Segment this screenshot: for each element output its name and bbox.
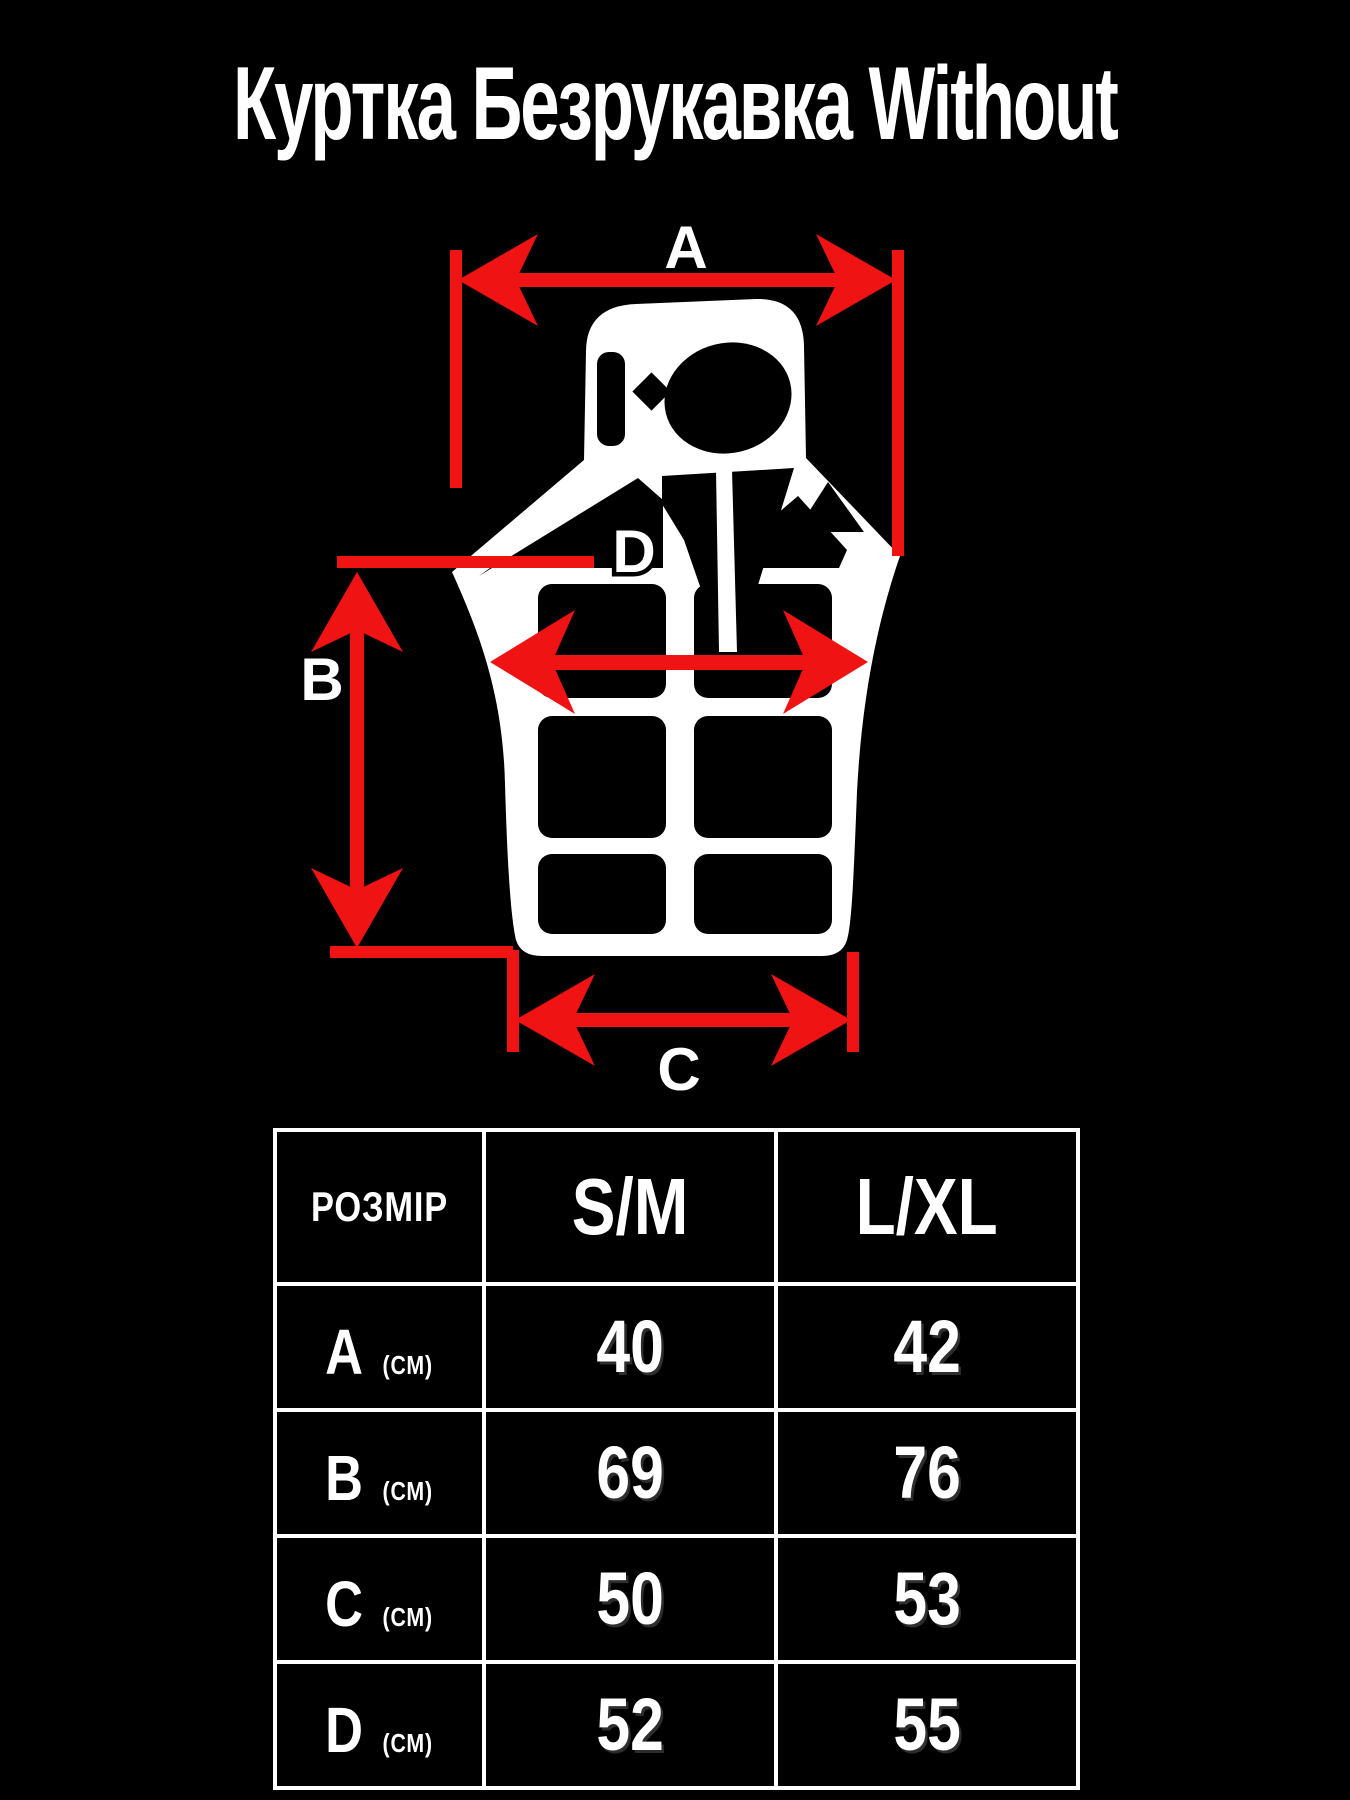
quilt-cell: [538, 854, 666, 934]
cell-c-lxl: 53: [778, 1538, 1076, 1660]
dimension-tick: [330, 946, 513, 958]
dimension-tick: [847, 952, 859, 1052]
header-cell-lxl: L/XL: [778, 1132, 1076, 1282]
measurement-label-b: B: [300, 646, 344, 713]
row-label-c: C (СМ): [277, 1538, 482, 1660]
page-title-text: Куртка Безрукавка Without: [233, 46, 1117, 162]
cell-b-sm: 69: [486, 1412, 774, 1534]
arrow-shaft: [545, 655, 813, 670]
unit-label: (СМ): [382, 1476, 433, 1506]
measurement-arrow-c: [507, 950, 859, 1103]
quilt-cell: [538, 716, 666, 838]
dimension-tick: [337, 556, 594, 568]
cell-b-lxl: 76: [778, 1412, 1076, 1534]
arrow-shaft: [350, 625, 364, 895]
unit-label: (СМ): [382, 1350, 433, 1380]
quilt-cell: [694, 854, 832, 934]
cell-a-sm: 40: [486, 1286, 774, 1408]
dimension-tick: [892, 250, 904, 556]
header-cell-size: РОЗМІР: [277, 1132, 482, 1282]
cell-d-sm: 52: [486, 1664, 774, 1786]
arrow-shaft: [560, 1013, 806, 1027]
unit-label: (СМ): [382, 1602, 433, 1632]
unit-label: (СМ): [382, 1728, 433, 1758]
vest-illustration: [452, 299, 900, 956]
cell-a-lxl: 42: [778, 1286, 1076, 1408]
dimension-tick: [507, 950, 519, 1052]
measurement-label-a: A: [664, 214, 708, 281]
row-label-d: D (СМ): [277, 1664, 482, 1786]
size-table: [273, 1128, 1080, 1790]
measurement-label-d: D: [612, 518, 656, 585]
dimension-tick: [450, 250, 462, 488]
header-cell-sm: S/M: [486, 1132, 774, 1282]
measurement-label-c: C: [657, 1036, 701, 1103]
collar-seam: [597, 352, 625, 446]
cell-d-lxl: 55: [778, 1664, 1076, 1786]
row-label-a: A (СМ): [277, 1286, 482, 1408]
row-label-b: B (СМ): [277, 1412, 482, 1534]
quilt-cell: [694, 716, 832, 838]
cell-c-sm: 50: [486, 1538, 774, 1660]
